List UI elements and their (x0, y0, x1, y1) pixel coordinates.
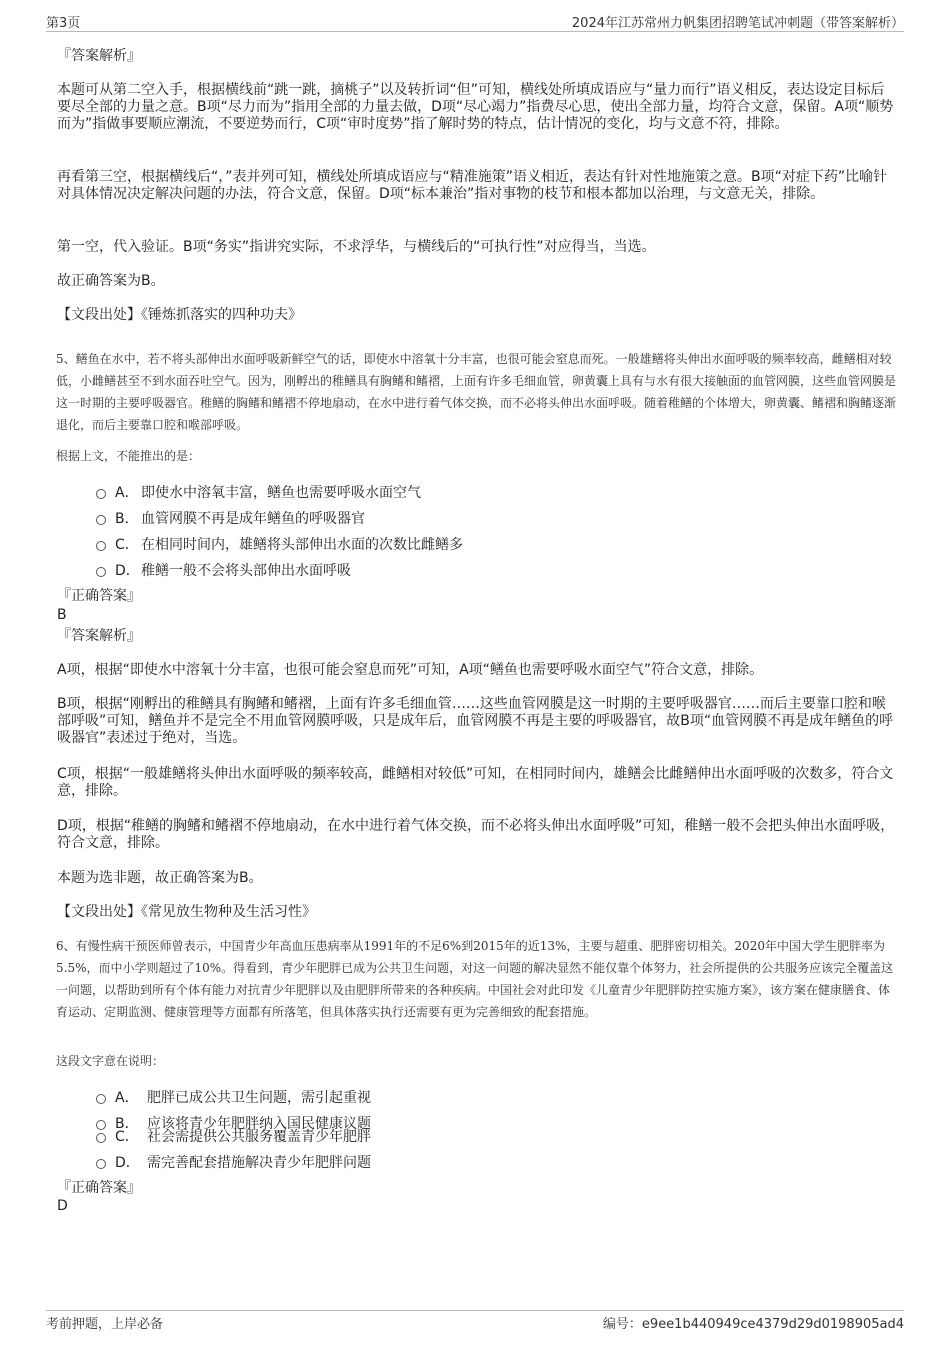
option-text: 肥胖已成公共卫生问题，需引起重视 (147, 1090, 371, 1106)
option-d[interactable] (96, 560, 351, 580)
option-text: 需完善配套措施解决青少年肥胖问题 (147, 1155, 371, 1171)
option-text: 应该将青少年肥胖纳入国民健康议题 (147, 1116, 371, 1132)
document-title: 2024年江苏常州力帆集团招聘笔试冲刺题（带答案解析） (571, 16, 904, 31)
analysis-paragraph: A项，根据“即使水中溶氧十分丰富，也很可能会窒息而死”可知，A项“鳝鱼也需要呼吸水面空气”符合文意，排除。 (57, 662, 764, 678)
option-d[interactable] (96, 1152, 371, 1172)
option-letter: A． (115, 1090, 139, 1106)
analysis-label: 『答案解析』 (57, 628, 141, 644)
radio-icon[interactable] (96, 541, 106, 551)
correct-answer: B (57, 607, 67, 623)
correct-answer-label: 『正确答案』 (57, 588, 141, 604)
correct-answer: D (57, 1198, 68, 1214)
radio-icon[interactable] (96, 567, 106, 577)
radio-icon[interactable] (96, 1133, 106, 1143)
page-number: 第3页 (46, 16, 81, 31)
option-text: 稚鳝一般不会将头部伸出水面呼吸 (141, 563, 351, 579)
analysis-paragraph: 第一空，代入验证。B项“务实”指讲究实际，不求浮华，与横线后的“可执行性”对应得当，当选。 (57, 239, 656, 255)
header-divider (46, 31, 904, 32)
radio-icon[interactable] (96, 515, 106, 525)
radio-icon[interactable] (96, 489, 106, 499)
option-a[interactable] (96, 1087, 371, 1107)
footer-divider (46, 1310, 904, 1311)
question-prompt: 这段文字意在说明： (56, 1054, 165, 1068)
option-letter: C． (115, 537, 139, 553)
footer-slogan: 考前押题，上岸必备 (46, 1317, 164, 1332)
option-c[interactable] (96, 1126, 371, 1146)
source-citation: 【文段出处】《常见放生物种及生活习性》 (57, 904, 316, 920)
correct-answer-label: 『正确答案』 (57, 1180, 141, 1196)
question-prompt: 根据上文，不能推出的是： (56, 449, 201, 463)
question-passage: 6、有慢性病干预医师曾表示，中国青少年高血压患病率从1991年的不足6%到2015年的近13%，主要与超重、肥胖密切相关。2020年中国大学生肥胖率为5.5%，而中小学则超过了10%。得看到，青少年肥胖已成为公共卫生问题，对这一问题的解决显然不能仅靠个体努力，社会所提供的公共服务应该完全覆盖这一问题，以帮助到所有个体有能力对抗青少年肥胖以及由肥胖所带来的各种疾病。中国社会对此印发《儿童青少年肥胖防控实施方案》，该方案在健康膳食、体育运动、定期监测、健康管理等方面都有所落笔，但具体落实执行还需要有更为完善细致的配套措施。 (56, 939, 894, 1019)
option-text: 即使水中溶氧丰富，鳝鱼也需要呼吸水面空气 (141, 485, 421, 501)
question-passage: 5、鳝鱼在水中，若不将头部伸出水面呼吸新鲜空气的话，即使水中溶氧十分丰富，也很可能会窒息而死。一般雄鳝将头伸出水面呼吸的频率较高，雌鳝相对较低，小雌鳝甚至不到水面吞吐空气。因为，刚孵出的稚鳝具有胸鳍和鳍褶，上面有许多毛细血管，卵黄囊上具有与水有很大接触面的血管网膜，这些血管网膜是这一时期的主要呼吸器官。稚鳝的胸鳍和鳍褶不停地扇动，在水中进行着气体交换，而不必将头伸出水面呼吸。随着稚鳝的个体增大，卵黄囊、鳍褶和胸鳍逐渐退化，而后主要靠口腔和喉部呼吸。 (56, 352, 897, 432)
analysis-label: 『答案解析』 (57, 48, 141, 64)
radio-icon[interactable] (96, 1094, 106, 1104)
analysis-conclusion: 故正确答案为B。 (57, 273, 165, 289)
option-letter: B． (115, 1116, 139, 1132)
analysis-paragraph: C项，根据“一般雄鳝将头伸出水面呼吸的频率较高，雌鳝相对较低”可知，在相同时间内，雄鳝会比雌鳝伸出水面呼吸的次数多，符合文意，排除。 (57, 766, 894, 799)
option-letter: B． (115, 511, 139, 527)
option-text: 社会需提供公共服务覆盖青少年肥胖 (147, 1129, 371, 1145)
option-text: 血管网膜不再是成年鳝鱼的呼吸器官 (141, 511, 365, 527)
analysis-paragraph: D项，根据“稚鳝的胸鳍和鳍褶不停地扇动，在水中进行着气体交换，而不必将头伸出水面呼吸”可知，稚鳝一般不会把头伸出水面呼吸，符合文意，排除。 (57, 818, 895, 851)
option-letter: D． (115, 563, 140, 579)
document-id: 编号：e9ee1b440949ce4379d29d0198905ad4 (602, 1317, 904, 1332)
option-c[interactable] (96, 534, 463, 554)
analysis-paragraph: 本题可从第二空入手，根据横线前“跳一跳，摘桃子”以及转折词“但”可知，横线处所填成语应与“量力而行”语义相反，表达设定目标后要尽全部的力量之意。B项“尽力而为”指用全部的力量去做，D项“尽心竭力”指费尽心思，使出全部力量，均符合文意，保留。A项“顺势而为”指做事要顺应潮流，不要逆势而行，C项“审时度势”指了解时势的特点，估计情况的变化，均与文意不符，排除。 (57, 82, 894, 132)
option-a[interactable] (96, 482, 421, 502)
option-text: 在相同时间内，雄鳝将头部伸出水面的次数比雌鳝多 (141, 537, 463, 553)
analysis-paragraph: 再看第三空，根据横线后“，”表并列可知，横线处所填成语应与“精准施策”语义相近，表达有针对性地施策之意。B项“对症下药”比喻针对具体情况决定解决问题的办法，符合文意，保留。D项“标本兼治”指对事物的枝节和根本都加以治理，与文意无关，排除。 (57, 169, 888, 202)
source-citation: 【文段出处】《锤炼抓落实的四种功夫》 (57, 307, 302, 323)
radio-icon[interactable] (96, 1159, 106, 1169)
option-letter: D． (115, 1155, 140, 1171)
option-letter: A． (115, 485, 139, 501)
option-b[interactable] (96, 508, 365, 528)
analysis-conclusion: 本题为选非题，故正确答案为B。 (57, 870, 263, 886)
analysis-paragraph: B项，根据“刚孵出的稚鳝具有胸鳍和鳍褶，上面有许多毛细血管……这些血管网膜是这一时期的主要呼吸器官……而后主要靠口腔和喉部呼吸”可知，鳝鱼并不是完全不用血管网膜呼吸，只是成年后，血管网膜不再是主要的呼吸器官，故B项“血管网膜不再是成年鳝鱼的呼吸器官”表述过于绝对，当选。 (57, 696, 894, 746)
option-letter: C． (115, 1129, 139, 1145)
